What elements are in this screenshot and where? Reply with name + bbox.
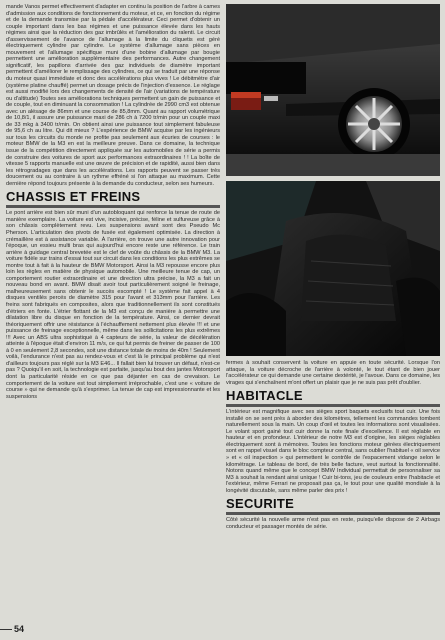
heading-securite: SECURITE xyxy=(226,496,295,512)
page-number-label: 54 xyxy=(14,624,25,634)
heading-rule xyxy=(226,404,440,407)
habitacle-paragraph: L'intérieur est magnifique avec ses sièges sport baquets exclusifs tout cuir. Une fois installé on se sent près à aborder des kilomètres, tellement les commandes tombent naturellement sous la main. Un coup d'œil et toutes les informations sont visualisées. Le volant sport gainé tout cuir donne la note finale d'excellence. Il est réglable en hauteur et en profondeur. L'intérieur de notre M3 est d'origine, les sièges réglables électriquement sont à mémoires. Toutes les fonctions moteur gérées électriquement sont en rappel visuel dans le bloc compteur central, sans oublier l'habituel « oil service » et « oil inspection » qui permettent le contrôle de l'espacement vidange selon le kilométrage. Le tableau de bord, de très belle facture, veut surtout la fonctionnalité. Notons quand même que le concept BMW Individual permettait de personnaliser sa M3 à souhait la rendant ainsi unique ! Cuir bi-tons, jeu de couleurs entre l'habitacle et l'extérieur, même Ferrari ne proposait pas ça, le tout pour une qualité mondiale à la longévité discutable, sans même parler des prix ! xyxy=(226,409,440,494)
car-interior-photo xyxy=(226,181,440,356)
car-rear-photo xyxy=(226,4,440,176)
car-rear-illustration xyxy=(226,4,440,176)
right-column xyxy=(226,4,440,530)
heading-chassis-freins: CHASSIS ET FREINS xyxy=(6,189,141,205)
heading-rule xyxy=(226,512,440,515)
driving-paragraph: fermes à souhait conservent la voiture en appuie en toute sécurité. Lorsque l'on attaque, la voiture décroche de l'arrière à volonté, le tout étant de bien jouer l'accélérateur ce qui demande une certaine dextérité, je l'avoue. Dans ce domaine, les virages qui s'enchaînent m'ont offert un plaisir que je ne suis pas prêt d'oublier. xyxy=(226,360,440,386)
heading-rule xyxy=(6,205,220,208)
page-number xyxy=(0,620,38,638)
car-interior-illustration xyxy=(226,181,440,356)
chassis-paragraph: Le pont arrière est bien sûr muni d'un autobloquant qui renforce la tenue de route de manière exemplaire. La voiture est vive, incisive, précise, féline et sulfureuse grâce à son châssis complètement revu. Les suspensions avant sont des Pseudo Mc Pherson. L'articulation des pivots de fusée est également optimisée. La direction à crémaillère est à assistance variable. À l'arrière, on trouve une autre innovation pour l'époque, un essieu multi bras qui aujourd'hui encore reste une référence. Le train arrière à guidage central brevetée est le clef de voûte du châssis de la BMW M3. La voiture fidèle sur trains d'essai tout sur circuit dans les conditions les plus extrêmes se montre tout à fait à la hauteur de BMW Motorsport. Ainsi la M3 repousse encore plus loin les règles en matière de physique automobile. Une meilleure tenue de cap, un comportement routier extraordinaire et une direction ultra précise, la M3 a fait un nouveau bond en avant. BMW disait avoir tout particulièrement soigné le freinage, malheureusement sans obtenir le succès escompté ! Le système fait appel à 4 disques ventilés percés de diamètre 315 pour l'avant et 313mm pour l'arrière. Les freins sont fabriqués en composites, alors que traditionnellement ils sont constitués d'étriers en fonte. L'étrier flottant de la M3 est conçu de manière à permettre une dilatation libre du disque en fonction de la température. Ainsi, ce dernier devrait théoriquement offrir une résistance à l'échauffement nettement plus élevée !!! et une puissance de freinage exceptionnelle, même dans les sollicitations les plus extrêmes !!! Avec un ABS ultra sophistiqué à 4 capteurs de série, la valeur de décélération atteinte à l'époque était d'environ 11 m/s, ce qui fut permis de freiner de passer de 100 à 0 en seulement 2,8 secondes, soit une distance totale de moins de 40m ! Seulement voilà, l'endurance n'est pas au rendez-vous et c'est là le principal problème qui n'est d'ailleurs toujours pas réglé sur la M3 E46... Il fallait bien lui trouver un défaut, n'est-ce pas ? Quoiqu'il en soit, la technologie est parfaite, jusqu'au bout des jantes Motorsport dont la particularité réside en ce que pas déjanter en cas de crevaison. Le comportement de la voiture est tout simplement irréprochable, c'est une « voiture de course » qui ne demande qu'à s'exprimer. La tenue de cap est impressionnante et les suspensions xyxy=(6,210,220,400)
left-column xyxy=(6,4,220,400)
page-number-rule xyxy=(0,629,12,630)
securite-paragraph: Côté sécurité la nouvelle arme n'est pas en reste, puisqu'elle dispose de 2 Airbags conducteur et passager montés de série. xyxy=(226,517,440,530)
heading-habitacle: HABITACLE xyxy=(226,388,303,404)
engine-paragraph: mande Vanos permet effectivement d'adapter en continu la position de l'arbre à cames d'admission aux conditions de fonctionnement du moteur, et ce, en fonction du régime et de la demande transmise par la pédale d'accélérateur. Ceci permet d'obtenir un couple important dans les bas régimes et une puissance élevée dans les hauts régimes ainsi que la réduction des gaz imbrûlés et l'amélioration du ralenti. Le circuit d'asservissement de l'avance de l'allumage à la limite du cliquetis est géré électriquement cylindre par cylindre. Le système d'allumage sans pièces en mouvement et l'allumage spécifique muni d'une bobine d'allumage par bougie permettent une amélioration supplémentaire des performances. Autre changement significatif, les papillons d'arrivée des gaz individuels de diamètre important permettent d'améliorer le remplissage des cylindres, ce qui se traduit par une réponse du moteur quasi immédiate et donc des accélérations plus vives ! Le débitmètre d'air (système platine chauffé) permet un dosage précis de l'injection d'essence. Le réglage est aussi modifié lors des changements de densité de l'air (variations de température ou d'altitude) Toutes ses améliorations techniques permettent un gain de puissance et de couple, tout en diminuant la consommation ! La cylindrée de 2990 cm3 est obtenue avec un alésage de 86mm et une course de 85,8mm. Quant au rapport volumétrique de 10,8/1, il assure une puissance maxi de 286 ch à 7200 tr/min pour un couple maxi de 33 mkg à 3400 tr/min. On obtient ainsi une puissance tout simplement fabuleuse de 95,6 ch au litre. Qui dit mieux ? L'expérience de BMW acquise par les ingénieurs sur tous les circuits du monde ne profite pas seulement aux écuries de courses : le moteur BMW de la M3 en est la meilleure preuve. Dans ce domaine, la technique issue de la compétition directement appliquée sur les automobiles de série a permis de construire des voitures de sport aux performances extraordinaires ! ! La boîte de vitesse 5 rapports manuelle est une œuvre de précision et de rapidité, aussi bien dans les rétrogradages que dans les accélérations. Les rapports peuvent se passer très doucement ou au contraire à un rythme effréné si l'on attaque au maximum. Cette dernière répond toujours présente à la demande du conducteur, selon ses humeurs. xyxy=(6,4,220,187)
